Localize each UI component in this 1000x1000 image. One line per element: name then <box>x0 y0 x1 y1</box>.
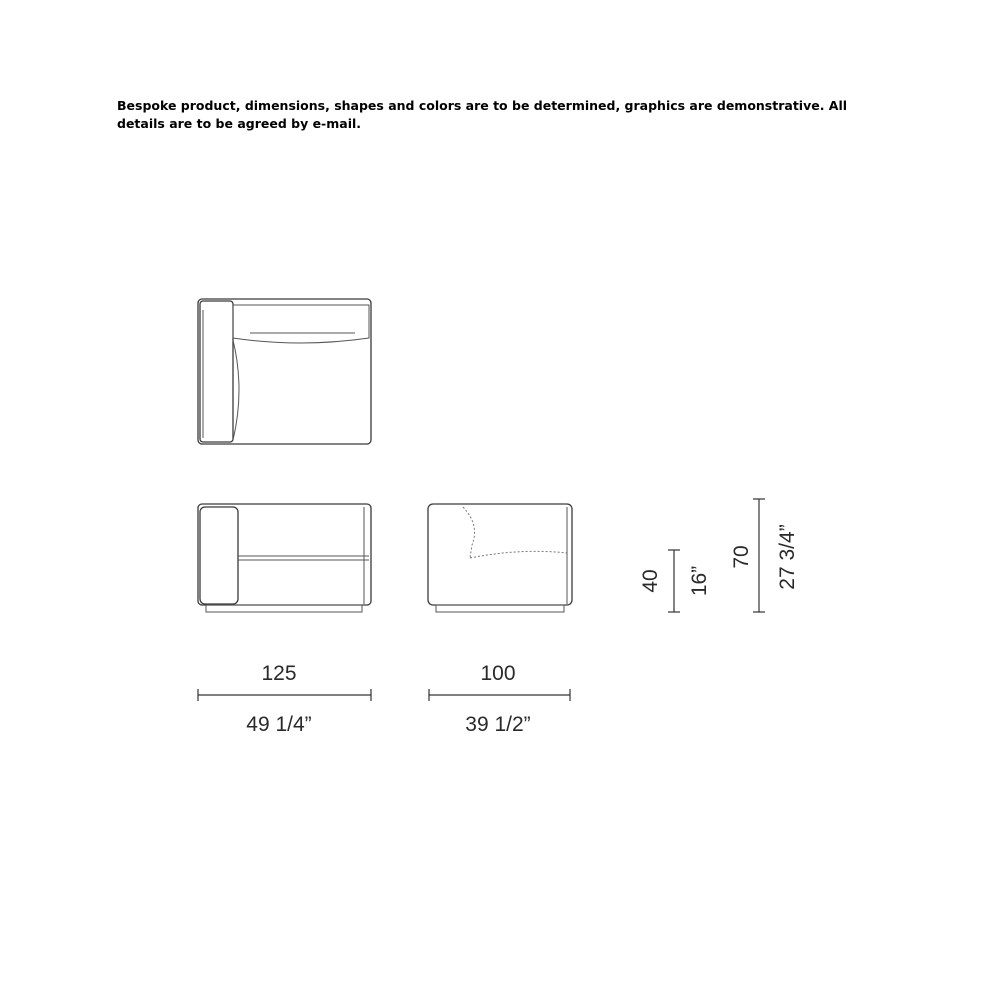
side-view-backrest-contour <box>463 507 475 558</box>
top-view-outline <box>198 299 371 444</box>
side-view <box>428 504 572 612</box>
depth-dimension <box>429 662 570 736</box>
front-view-base <box>206 605 362 612</box>
seat-height-cm-label: 40 <box>639 569 662 593</box>
depth-cm-label: 100 <box>480 662 516 685</box>
top-view-cushion-curve <box>233 340 239 440</box>
disclaimer-note: Bespoke product, dimensions, shapes and colors are to be determined, graphics are demonstrative. All details are to be agreed by e-mail. <box>117 98 848 131</box>
top-view <box>198 299 371 444</box>
top-view-armrest <box>200 301 233 442</box>
side-view-base <box>436 605 564 612</box>
front-view-outline <box>198 504 371 605</box>
total-height-in-label: 27 3/4” <box>776 524 799 590</box>
total-height-cm-label: 70 <box>730 545 753 569</box>
width-in-label: 49 1/4” <box>246 713 312 736</box>
total-height-dimension <box>730 499 799 612</box>
top-view-backrest <box>233 305 369 343</box>
width-dimension <box>198 662 371 736</box>
seat-height-in-label: 16” <box>688 565 711 597</box>
front-view-armrest <box>200 507 238 604</box>
depth-in-label: 39 1/2” <box>465 713 531 736</box>
front-view <box>198 504 371 612</box>
side-view-outline <box>428 504 572 605</box>
side-view-seat-contour <box>470 551 567 558</box>
seat-height-dimension <box>639 550 711 612</box>
width-cm-label: 125 <box>261 662 297 685</box>
